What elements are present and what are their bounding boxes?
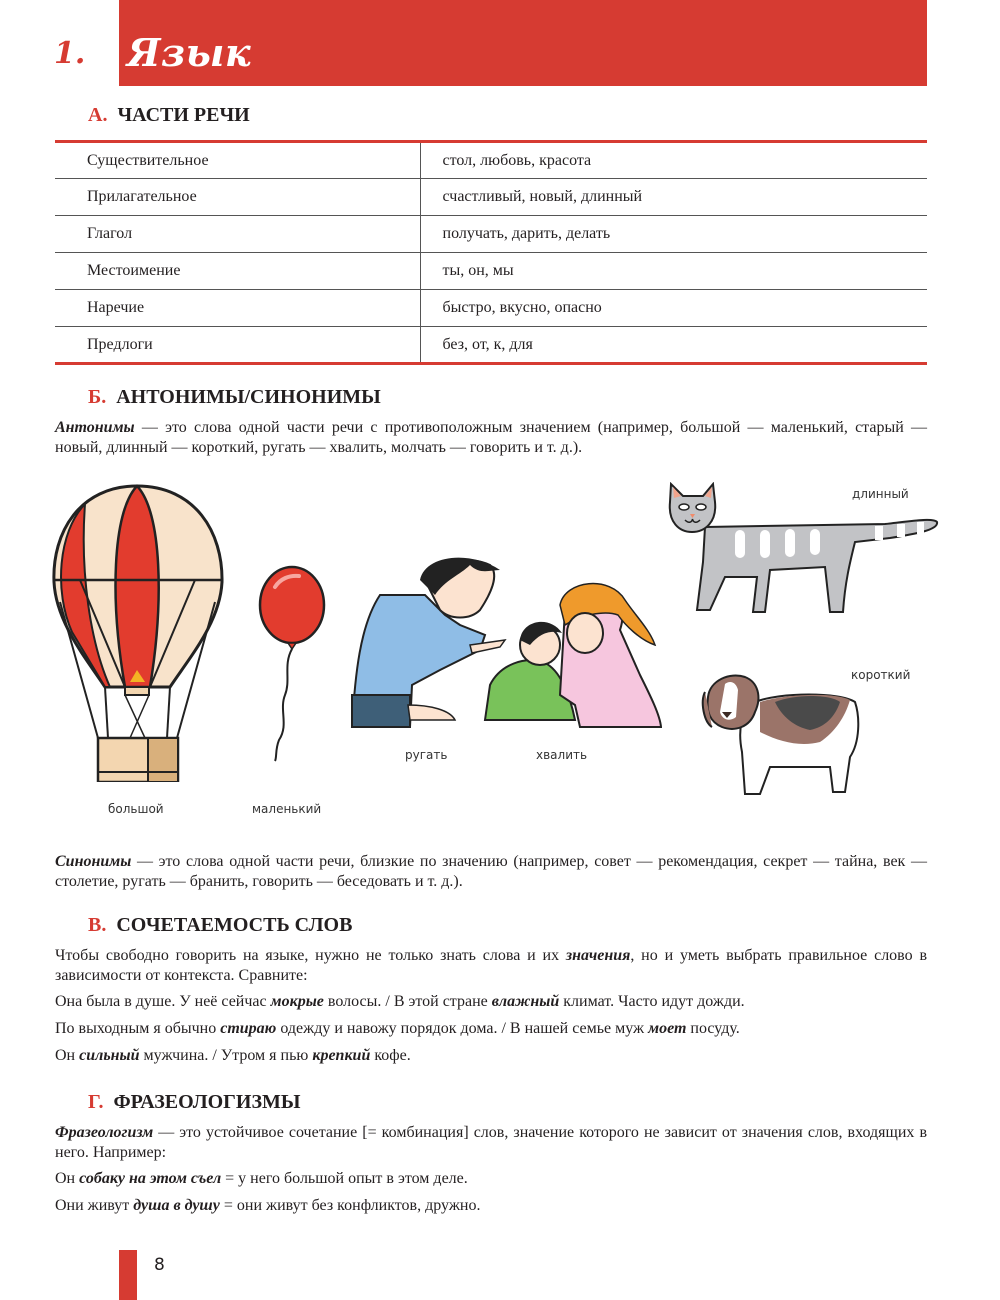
emphasis: собаку на этом съел [79,1170,222,1187]
chapter-title: Язык [127,30,252,75]
table-cell-examples: получать, дарить, делать [420,216,927,253]
caption-short: короткий [851,668,911,682]
section-letter: А. [88,104,108,126]
caption-big: большой [108,802,164,816]
section-letter: Г. [88,1091,104,1113]
table-cell-part: Предлоги [55,327,420,364]
table-cell-examples: счастливый, новый, длинный [420,179,927,216]
table-row [55,327,927,364]
section-letter: В. [88,914,107,936]
synonyms-text: — это слова одной части речи, близкие по значению (например, совет — рекомендация, секрет — тайна, век — столетие, ругать — бранить, говорить — беседовать и т. д.). [55,853,927,890]
emphasis: мокрые [270,993,324,1010]
section-heading-b [88,386,381,409]
table-cell-examples: без, от, к, для [420,327,927,364]
table-cell-part: Глагол [55,216,420,253]
long-cat-illustration [665,482,940,617]
table-row [55,179,927,216]
idiom-text: — это устойчивое сочетание [= комбинация] слов, значение которого не зависит от значения слов, входящих в него. Например: [55,1124,927,1161]
table-row [55,142,927,179]
short-dog-illustration [700,672,865,797]
page-number: 8 [154,1255,165,1275]
table-row [55,290,927,327]
emphasis: стираю [220,1020,277,1037]
collocation-example-2: По выходным я обычно стираю одежду и навожу порядок дома. / В нашей семье муж моет посуду. [55,1020,740,1037]
intro-text: Чтобы свободно говорить на языке, нужно не только знать слова и их [55,947,566,964]
scold-praise-illustration [350,555,662,730]
table-cell-part: Местоимение [55,253,420,290]
section-letter: Б. [88,386,107,408]
table-cell-part: Прилагательное [55,179,420,216]
caption-small: маленький [252,802,322,816]
table-row [55,253,927,290]
emphasis: моет [648,1020,687,1037]
emphasis: сильный [79,1047,140,1064]
caption-praise: хвалить [536,748,588,762]
idiom-term: Фразеологизм [55,1124,154,1141]
table-cell-examples: ты, он, мы [420,253,927,290]
section-title: ФРАЗЕОЛОГИЗМЫ [113,1091,301,1113]
antonyms-text: — это слова одной части речи с противоположным значением (например, большой — маленький, старый — новый, длинный — короткий, ругать — хвалить, молчать — говорить и т. д.). [55,419,927,456]
synonyms-definition [55,852,927,892]
emphasis: влажный [491,993,560,1010]
table-cell-part: Наречие [55,290,420,327]
antonyms-term: Антонимы [55,419,135,436]
chapter-number: 1. [54,36,86,71]
emphasis: крепкий [312,1047,371,1064]
table-cell-examples: быстро, вкусно, опасно [420,290,927,327]
collocation-example-1: Она была в душе. У неё сейчас мокрые волосы. / В этой стране влажный климат. Часто идут дожди. [55,993,745,1010]
idiom-example-1: Он собаку на этом съел = у него большой опыт в этом деле. [55,1170,468,1187]
section-heading-d [88,1091,301,1114]
section-title: ЧАСТИ РЕЧИ [117,104,250,126]
small-balloon-illustration [255,565,330,765]
emphasis: душа в душу [133,1197,220,1214]
intro-text: , но и уметь выбрать правильное слово в зависимости от контекста. Сравните: [55,947,928,984]
synonyms-term: Синонимы [55,853,132,870]
collocation-example-3: Он сильный мужчина. / Утром я пью крепкий кофе. [55,1047,411,1064]
section-heading-c [88,914,352,937]
intro-emphasis: значения [565,947,631,964]
collocation-intro [55,946,927,986]
section-heading-a [88,104,250,127]
table-row [55,216,927,253]
table-cell-part: Существительное [55,142,420,179]
idiom-example-2: Они живут душа в душу = они живут без конфликтов, дружно. [55,1197,481,1214]
section-title: СОЧЕТАЕМОСТЬ СЛОВ [116,914,353,936]
section-title: АНТОНИМЫ/СИНОНИМЫ [116,386,381,408]
table-cell-examples: стол, любовь, красота [442,151,592,169]
hot-air-balloon-illustration [50,482,225,782]
idiom-definition [55,1123,927,1163]
chapter-banner [119,0,927,86]
page-marker [119,1250,137,1300]
caption-long: длинный [852,487,909,501]
caption-scold: ругать [405,748,448,762]
parts-of-speech-table [55,140,927,365]
antonyms-definition [55,418,927,458]
